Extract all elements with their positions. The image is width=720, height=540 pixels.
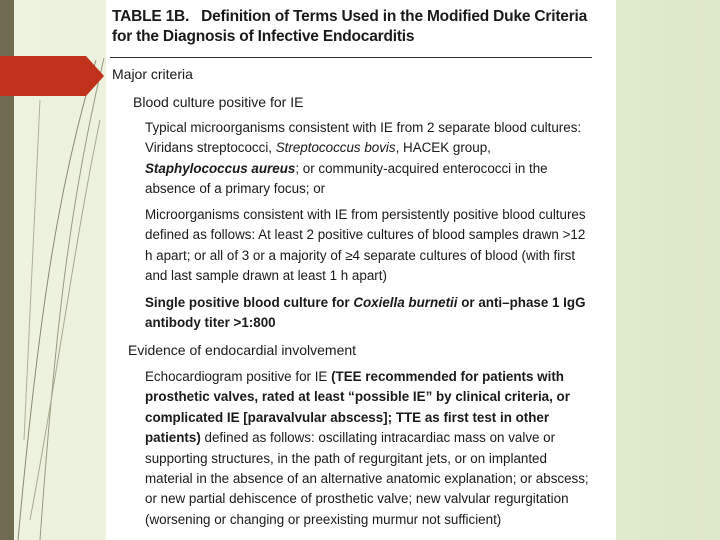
echocardiogram-paragraph [145, 367, 591, 530]
title-rule [110, 57, 592, 58]
text-segment: Echocardiogram positive for IE [145, 369, 332, 384]
organism-name: Streptococcus bovis [275, 140, 396, 156]
text-segment: ; or community-acquired enterococci in the absence of a primary focus; or [145, 160, 548, 197]
organism-name: Coxiella burnetii [353, 295, 458, 310]
major-criteria-heading: Major criteria [112, 66, 193, 82]
endocardial-heading: Evidence of endocardial involvement [128, 342, 357, 358]
text-segment: , HACEK group, [395, 140, 491, 156]
text-segment: or anti–phase 1 IgG antibody titer >1:800 [145, 295, 586, 331]
table-label: TABLE 1B. [112, 8, 190, 25]
text-segment: Typical microorganisms consistent with IE from 2 separate blood cultures: Viridans streptococci, [145, 120, 582, 156]
tee-recommendation: (TEE recommended for patients with prosthetic valves, rated at least “possible IE” by clinical criteria, or complicated IE [paravalvular abscess]; TTE as first test in other patients) [145, 369, 570, 446]
organism-name: Staphylococcus aureus [145, 160, 296, 176]
typical-organisms-paragraph [145, 118, 591, 200]
text-segment: Single positive blood culture for [145, 295, 354, 310]
persistent-culture-paragraph [145, 205, 591, 287]
table-title [112, 7, 602, 47]
blood-culture-heading: Blood culture positive for IE [133, 94, 304, 110]
table-title-text: Definition of Terms Used in the Modified Duke Criteria for the Diagnosis of Infective Endocarditis [112, 8, 588, 45]
red-arrow-tab [0, 56, 104, 96]
persistent-culture-text: Microorganisms consistent with IE from persistently positive blood cultures defined as follows: At least 2 positive cultures of blood samples drawn >12 h apart; or all of 3 or a majority of ≥4 separate cultures of blood (with first and last sample drawn at least 1 h apart) [145, 207, 586, 284]
document-page [106, 0, 616, 540]
text-segment: defined as follows: oscillating intracardiac mass on valve or supporting structures, in the path of regurgitant jets, or on implanted material in the absence of an alternative anatomic explanation; or abscess; or new partial dehiscence of prosthetic valve; new valvular regurgitation (worsening or changing or preexisting murmur not sufficient) [145, 430, 589, 527]
coxiella-paragraph [145, 293, 591, 334]
